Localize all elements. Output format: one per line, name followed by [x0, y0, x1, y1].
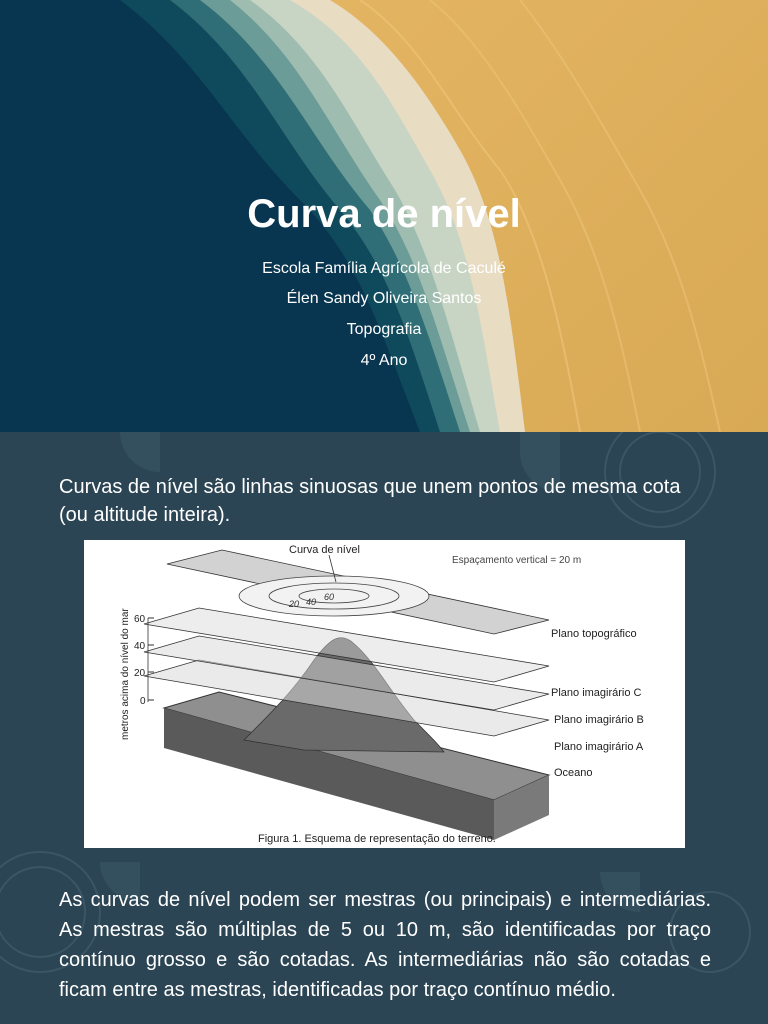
terrain-figure — [84, 540, 685, 848]
y-tick: 20 — [134, 668, 146, 679]
subject-name: Topografia — [346, 321, 422, 338]
y-tick: 0 — [140, 696, 146, 707]
contour-line-label: Curva de nível — [289, 544, 360, 556]
school-name: Escola Família Agrícola de Caculé — [262, 260, 506, 277]
y-tick: 40 — [134, 641, 146, 652]
spacing-label: Espaçamento vertical = 20 m — [452, 555, 582, 566]
y-tick: 60 — [134, 614, 146, 625]
content-slide — [0, 432, 768, 1024]
body-paragraph: As curvas de nível podem ser mestras (ou principais) e intermediárias. As mestras são múltiplas de 5 ou 10 m, são identificadas por traço contínuo grosso e são cotadas. As intermediárias não são cotadas e ficam entre as mestras, identificadas por traço contínuo médio. — [59, 889, 711, 1001]
contour-label: 20 — [289, 599, 300, 609]
presentation-title: Curva de nível — [247, 192, 521, 236]
plane-label: Oceano — [554, 767, 593, 779]
y-axis-label: metros acima do nível do mar — [120, 608, 131, 740]
intro-paragraph: Curvas de nível são linhas sinuosas que unem pontos de mesma cota (ou altitude inteira). — [59, 476, 681, 526]
plane-label: Plano imagirário C — [551, 687, 642, 699]
cover-slide — [0, 0, 768, 432]
author-name: Élen Sandy Oliveira Santos — [286, 290, 482, 307]
grade-label: 4º Ano — [360, 352, 408, 369]
plane-label: Plano topográfico — [551, 628, 637, 640]
plane-label: Plano imagirário A — [554, 741, 644, 753]
plane-label: Plano imagirário B — [554, 714, 644, 726]
contour-label: 40 — [306, 597, 317, 607]
figure-caption: Figura 1. Esquema de representação do terreno. — [258, 833, 496, 845]
contour-label: 60 — [324, 592, 335, 602]
